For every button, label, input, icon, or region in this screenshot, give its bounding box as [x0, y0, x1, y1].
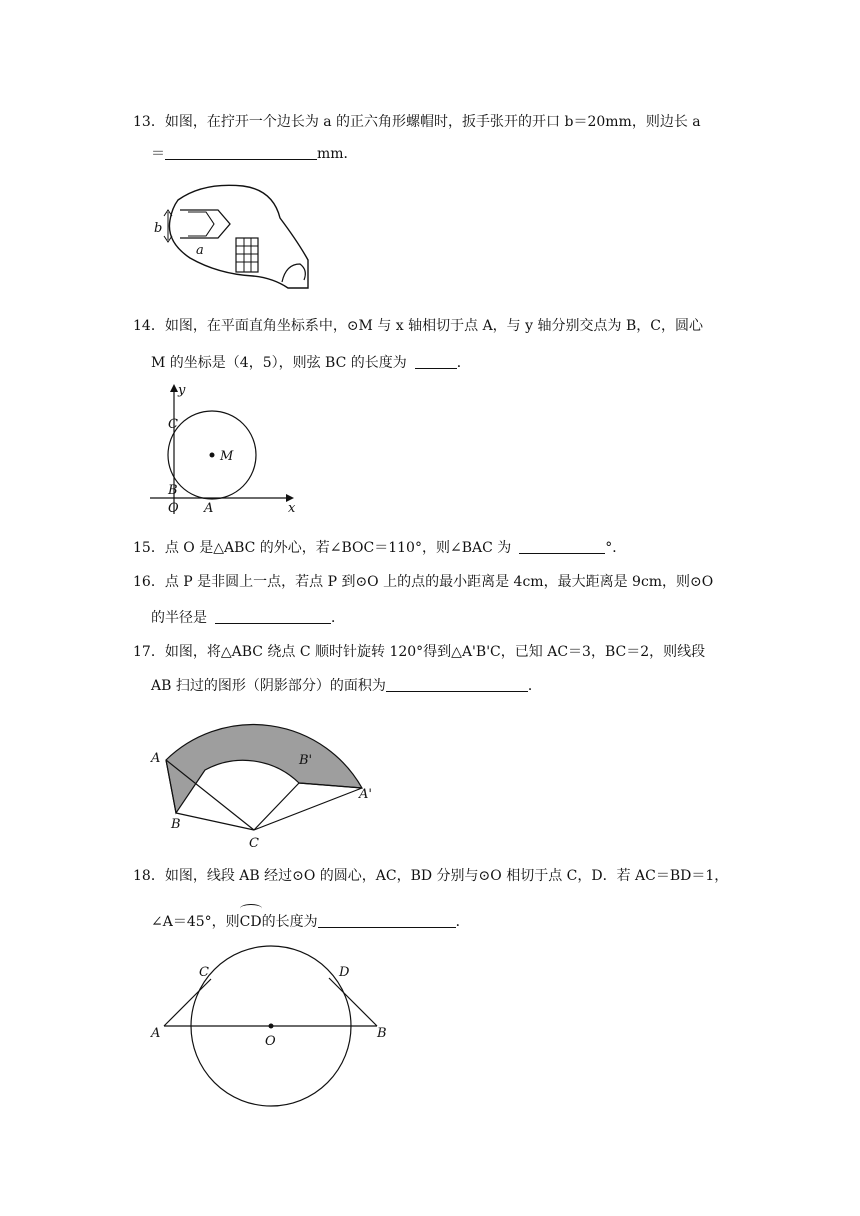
wrench-hole — [282, 264, 305, 282]
q18-label-B: B — [377, 1026, 387, 1041]
q18-label-O: O — [265, 1034, 276, 1049]
q17-label-A-prime: A' — [359, 787, 372, 802]
center-O — [269, 1024, 274, 1029]
q18-answer-blank[interactable] — [318, 913, 456, 928]
q17-label-B-prime: B' — [299, 753, 313, 768]
q15-suffix: °． — [605, 540, 627, 556]
q14-label-C: C — [168, 417, 178, 432]
q14-label-B: B — [168, 483, 178, 498]
q13-line2 — [151, 144, 358, 164]
q13-unit: mm． — [317, 146, 358, 162]
q18-line2 — [151, 912, 470, 932]
q14-label-O: O — [168, 501, 179, 516]
q17-line2 — [151, 676, 542, 696]
q18-label-D: D — [339, 965, 350, 980]
q13-label-b: b — [154, 221, 163, 236]
q17-label-A: A — [151, 751, 161, 766]
q13-line1: 13．如图，在拧开一个边长为 a 的正六角形螺帽时，扳手张开的开口 b＝20mm，则边长 a — [133, 114, 701, 130]
q14-label-M: M — [220, 449, 234, 464]
q18-label-C: C — [199, 965, 209, 980]
q16-prefix: 的半径是 — [151, 610, 207, 626]
q13-prefix: ＝ — [151, 146, 165, 162]
q14-suffix: ． — [456, 355, 471, 371]
q17-rotation-figure — [145, 700, 385, 855]
q13-answer-blank[interactable] — [165, 145, 317, 160]
q16-line1: 16．点 P 是非圆上一点，若点 P 到⊙O 上的点的最小距离是 4cm，最大距离是 9cm，则⊙O — [133, 574, 714, 590]
q17-prefix: AB 扫过的图形（阴影部分）的面积为 — [151, 678, 386, 694]
wrench-jaw — [180, 210, 230, 238]
q14-line1: 14．如图，在平面直角坐标系中，⊙M 与 x 轴相切于点 A，与 y 轴分别交点为 B，C，圆心 — [133, 318, 703, 334]
q18-prefix: ∠A＝45°，则 — [151, 914, 240, 930]
q17-suffix: ． — [527, 678, 542, 694]
q18-arc-mark — [240, 904, 262, 913]
q17-label-C: C — [249, 836, 259, 851]
q16-answer-blank[interactable] — [215, 609, 331, 624]
q13-label-a: a — [196, 243, 204, 258]
q14-answer-blank[interactable] — [415, 354, 457, 369]
q14-coordinate-figure — [150, 380, 310, 520]
tangent-AC — [164, 979, 211, 1026]
q14-prefix: M 的坐标是（4，5），则弦 BC 的长度为 — [151, 355, 407, 371]
q15-answer-blank[interactable] — [519, 539, 605, 554]
q18-arc-cd — [240, 912, 262, 932]
q14-label-A: A — [204, 501, 214, 516]
q14-label-y: y — [178, 383, 186, 398]
q18-tangent-figure — [145, 945, 405, 1115]
q18-label-A: A — [151, 1026, 161, 1041]
q16-line2 — [151, 608, 345, 628]
q18-suffix: ． — [455, 914, 470, 930]
q14-label-x: x — [288, 501, 296, 516]
hex-nut — [188, 212, 214, 236]
adjust-screw — [236, 238, 258, 272]
q18-arc-text: CD — [239, 914, 262, 930]
q14-line2 — [151, 353, 471, 373]
q17-answer-blank[interactable] — [386, 677, 528, 692]
tangent-BD — [329, 978, 377, 1026]
center-M — [210, 453, 215, 458]
q15-prefix: 15．点 O 是△ABC 的外心，若∠BOC＝110°，则∠BAC 为 — [133, 540, 512, 556]
q13-wrench-figure — [148, 180, 318, 300]
q17-label-B: B — [171, 817, 181, 832]
q17-line1: 17．如图，将△ABC 绕点 C 顺时针旋转 120°得到△A'B'C，已知 AC＝3，BC＝2，则线段 — [133, 644, 706, 660]
q18-line1: 18．如图，线段 AB 经过⊙O 的圆心，AC，BD 分别与⊙O 相切于点 C，D．若 AC＝BD＝1， — [133, 868, 729, 884]
q16-suffix: ． — [331, 610, 345, 626]
q15-line — [133, 538, 626, 558]
q18-middle: 的长度为 — [261, 914, 318, 930]
